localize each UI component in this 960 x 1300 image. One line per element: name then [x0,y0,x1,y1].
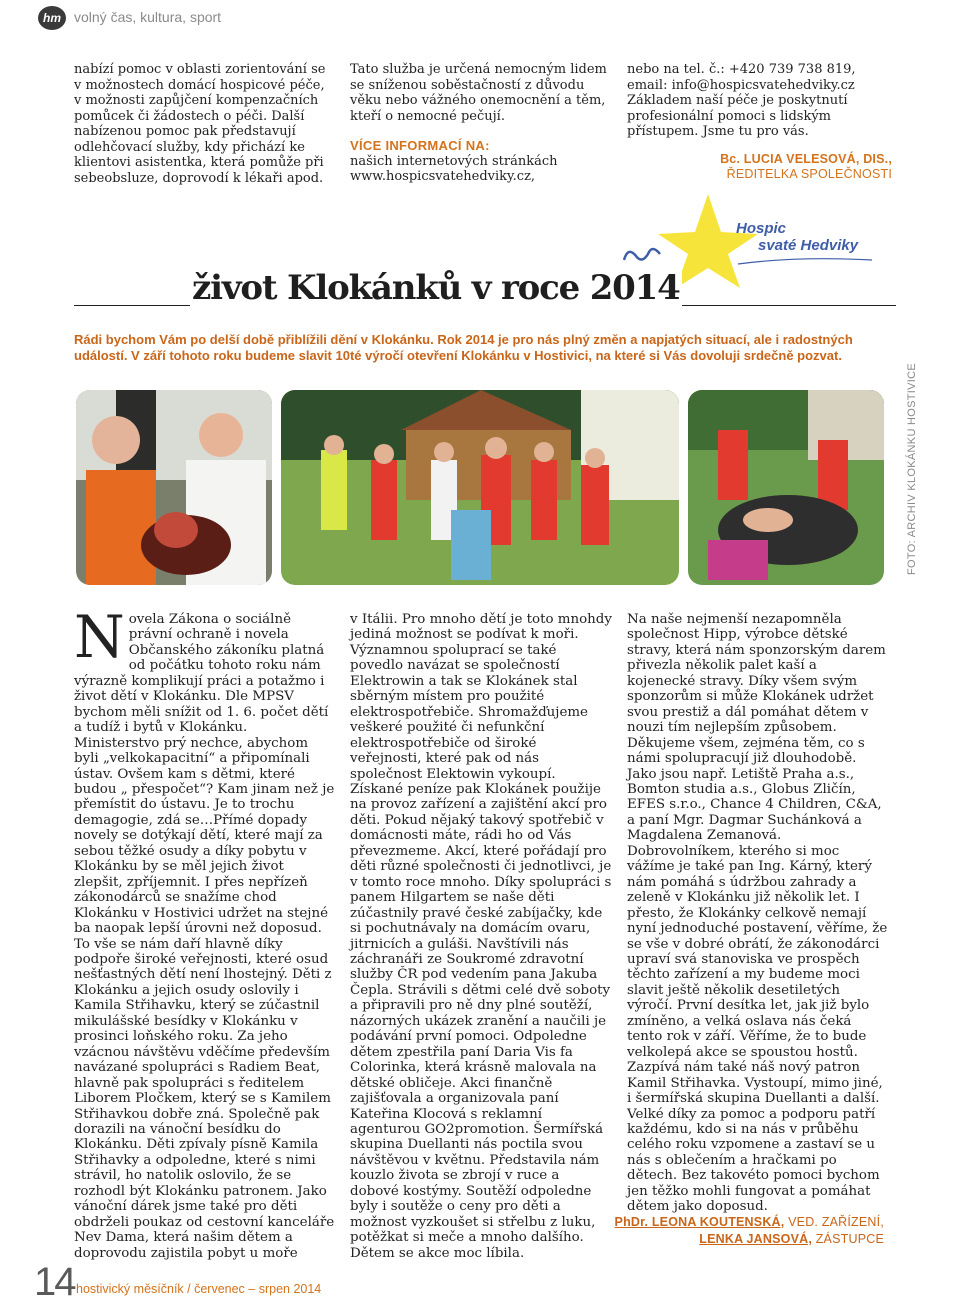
article-column-1-text: ovela Zákona o sociálně právní ochraně i novela Občanského zákoníku platná od počátku tohoto roku nám výrazně komplikují práci a potažmo i život dětí v Klokánku. Dle MPSV bychom měli snížit od 1. 6. počet dětí a tudíž i bytů v Klokánku. Ministerstvo prý nechce, abychom byli „velkokapacitní“ a připomínali ústav. Ovšem kam s dětmi, které budou „ přespočet“? Kam jinam než je přemístit do ústavu. Je to trochu demagogie, zdá se…Přímé dopady novely se dotýkají dětí, které mají za sebou těžké osudy a díky pobytu v Klokánku by se měl jejich život zlepšit, zpříjemnit. I přes nepřízeň zákonodárců se snažíme chod Klokánku v Hostivici udržet na stejné ba naopak lepší úrovni než doposud. To vše se nám daří hlavně díky podpoře široké veřejnosti, které osud nešťastných dětí není lhostejný. Děti z Klokánku a jejich osudy oslovily i Kamila Střihavku, který se zúčastnil mikulášské besídky v Klokánku v prosinci loňského roku. Za jeho vzácnou návštěvu vděčíme především navázané spolupráci s Radiem Beat, hlavně pak spolupráci s ředitelem Liborem Pločkem, který se s Kamilem Střihavkou dobře zná. Společně pak dorazili na vánoční besídku do Klokánku. Děti zpívaly písně Kamila Střihavky a odpoledne, které s nimi strávil, ho natolik oslovilo, že se rozhodl být Klokánku patronem. Jako vánoční dárek jsme také pro děti obdrželi poukaz od cestovní kanceláře Nev Dama, která našim dětem a doprovodu zajistila pobyt u moře [74,612,335,1261]
photo-credit: FOTO: ARCHIV KLOKÁNKU HOSTIVICE [906,362,918,575]
article-lead: Rádi bychom Vám po delší době přiblížili dění v Klokánku. Rok 2014 je pro nás plný změn a napjatých situací, ale i radostných událostí. V září tohoto roku budeme slavit 10té výročí otevření Klokánku v Hostivici, na které si Vás dovoluji srdečně pozvat. [74,332,853,363]
article-column-2: v Itálii. Pro mnoho dětí je toto mnohdy jediná možnost se podívat k moři. Významnou spoluprací se také povedlo navázat se společností Elektrowin a tak se Klokánek stal sběrným místem pro použité elektrospotřebiče. Shromažďujeme veškeré použité či nefunkční elektrospotřebiče od široké veřejnosti, které pak od nás společnost Elektowin vykoupí. Získané peníze pak Klokánek použije na provoz zařízení a zajištění akcí pro děti. Pokud nějaký takový spotřebič v domácnosti máte, rádi ho od Vás převezmeme. Akcí, které pořádají pro děti různé společnosti či jednotlivci, je v tomto roce mnoho. Díky spolupráci s panem Hilgartem se naše děti zúčastnily pravé české zabíjačky, kde si pochutnávaly na domácím ovaru, jitrnicích a guláši. Navštívili nás záchranáři ze Soukromé zdravotní služby ČR pod vedením pana Jakuba Čepla. Strávili s dětmi celé dvě soboty a připravili pro ně dny plné soutěží, názorných ukázek zranění a naučili je podávání první pomoci. Odpoledne dětem zpestřila paní Daria Vis fa Colorinka, která krásně malovala na dětské obličeje. Akci finančně zajišťovala a organizovala paní Kateřina Klocová s reklamní agenturou GO2promotion. Šermířská skupina Duellanti nás poctila svou návštěvou v květnu. Představila nám kouzlo života se zbrojí v ruce a dobové kostýmy. Soutěží odpoledne byly i soutěže o ceny pro děti a možnost vyzkoušet si střelbu z luku, potěžkat si meče a mnoho dalšího. Dětem se akce moc líbila. [350,612,612,1261]
photo-group-garden [281,390,679,585]
signature-role: ŘEDITELKA SPOLEČNOSTI [726,166,892,181]
signature-name: Bc. LUCIA VELESOVÁ, DIS., [720,151,892,166]
hospic-text-column-1: nabízí pomoc v oblasti zorientování se v možnostech domácí hospicové péče, v možnosti zapůjčení kompenzačních pomůcek či žádostech o péči. Další nabízenou pomoc pak představují odlehčovací služby, kdy přichází ke klientovi asistentka, která pomůže při sebeobsluze, doprovodí k lékaři apod. [74,62,326,186]
hospic-logo-line2: svaté Hedviky [758,237,859,254]
signature-1-role: VED. ZAŘÍZENÍ, [784,1215,884,1229]
signature-2-name: LENKA JANSOVÁ, [699,1232,813,1246]
article-signature [600,1214,884,1248]
hospic-contact-text: nebo na tel. č.: +420 739 738 819, email: info@hospicsvatehedviky.cz Základem naší péče je poskytnutí profesionální pomoci s lidským přístupem. Jsme tu pro vás. [627,62,856,139]
page-number: 14 [34,1260,75,1300]
flourish-icon [624,249,660,260]
article-column-1 [74,603,336,1261]
more-info-text: našich internetových stránkách www.hospicsvatehedviky.cz, [350,153,558,184]
dropcap: N [74,603,125,671]
signature-1-name: PhDr. LEONA KOUTENSKÁ, [614,1215,785,1229]
photo-first-aid-boys [76,390,272,585]
photo-first-aid-training [688,390,884,585]
hospic-logo-text [736,220,858,254]
article-title: život Klokánků v roce 2014 [192,268,680,308]
more-info-label: VÍCE INFORMACÍ NA: [350,138,490,153]
hospic-service-text: Tato služba je určená nemocným lidem se sníženou soběstačností z důvodu věku nebo vážného onemocnění a těm, kteří o nemocné pečují. [350,62,607,124]
signature-2-role: ZÁSTUPCE [812,1232,884,1246]
hospic-text-column-2 [350,62,612,185]
footer-publication: hostivický měsíčník / červenec – srpen 2014 [76,1282,322,1296]
hospic-text-column-3 [627,62,892,182]
section-heading: volný čas, kultura, sport [74,9,222,25]
magazine-logo: hm [38,6,66,30]
hospic-signature [627,152,892,182]
hospic-logo-line1: Hospic [736,220,787,237]
article-column-3: Na naše nejmenší nezapomněla společnost Hipp, výrobce dětské stravy, která nám sponzorským darem přivezla několik palet kaší a kojenecké stravy. Díky všem svým sponzorům si může Klokánek udržet svou prestiž a dál pomáhat dětem v nouzi tím nejlepším způsobem. Děkujeme všem, zejména těm, co s námi spolupracují již dlouhodobě. Jako jsou např. Letiště Praha a.s., Bomton studia a.s., Globus Zličín, EFES s.r.o., Chance 4 Children, C&A, a paní Mgr. Dagmar Suchánková a Magdalena Zemanová. Dobrovolníkem, kterého si moc vážíme je také pan Ing. Kárný, který nám pomáhá s údržbou zahrady a zeleně v Klokánku již několik let. I přesto, že Klokánky celkově nemají nyní jednoduché postavení, věříme, že se vše v dobré obrátí, že zákonodárci upraví svá stanoviska ve prospěch těchto zařízení a my budeme moci slavit ještě několik desetiletých výročí. První desítka let, jak již bylo zmíněno, a velká oslava nás čeká tento rok v září. Věříme, že to bude velkolepá akce se spoustou hostů. Zazpívá nám také náš nový patron Kamil Střihavka. Vystoupí, mimo jiné, i šermířská skupina Duellanti a další. Velké díky za pomoc a podporu patří každému, kdo si na nás v průběhu celého roku vzpomene a zastaví se u nás s oblečením a hračkami po dětech. Bez takovéto pomoci bychom jen těžko mohli fungovat a pomáhat dětem jako doposud. [627,612,888,1215]
